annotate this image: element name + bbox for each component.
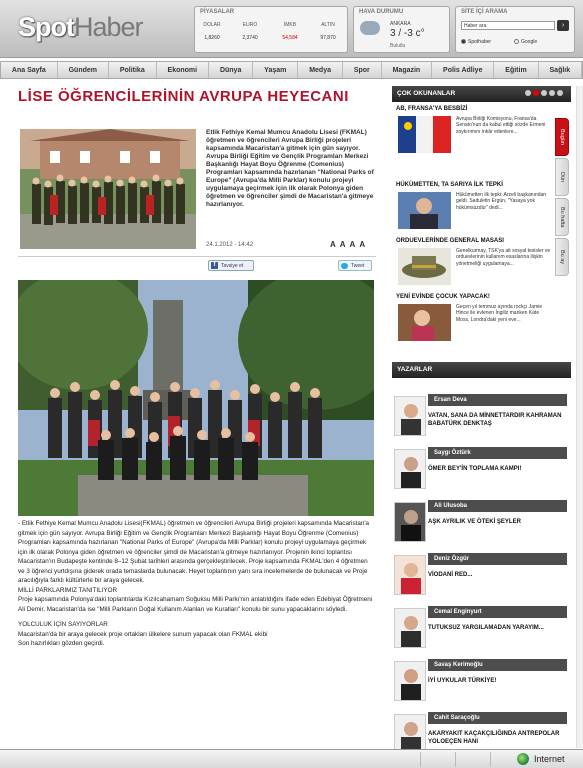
radio-off-icon: [514, 39, 519, 44]
nav-item-3[interactable]: Ekonomi: [157, 62, 209, 78]
weather-city: ANKARA: [390, 21, 411, 27]
most-read-headline[interactable]: ORDUEVLERİNDE GENERAL MASASI: [396, 238, 504, 244]
weather-temperature: 3 / -3 c°: [390, 28, 425, 39]
dot-icon[interactable]: [541, 90, 547, 96]
most-read-headline[interactable]: AB, FRANSA'YA BESBİZİ: [396, 106, 468, 112]
dot-icon[interactable]: [549, 90, 555, 96]
most-read-item[interactable]: [396, 106, 554, 135]
security-zone-label: Internet: [534, 754, 565, 764]
writer-article-title[interactable]: İYİ UYKULAR TÜRKİYE!: [428, 678, 497, 684]
nav-item-2[interactable]: Politika: [109, 62, 157, 78]
logo-bold-text: Spot: [18, 12, 74, 42]
most-read-header: [392, 86, 571, 102]
writer-article-title[interactable]: VATAN, SANA DA MİNNETTARDIR KAHRAMAN BABATÜRK DENKTAŞ: [428, 413, 562, 427]
most-read-item[interactable]: [396, 238, 554, 267]
writer-item[interactable]: [392, 659, 571, 709]
writer-avatar[interactable]: [394, 714, 426, 754]
weather-title: HAVA DURUMU: [359, 9, 404, 15]
writer-article-title[interactable]: TUTUKSUZ YARGILAMADAN YARAYIM...: [428, 625, 544, 631]
tweet-button[interactable]: Tweet: [338, 260, 372, 271]
group-photo-2: [18, 280, 374, 516]
share-bar: [18, 259, 376, 274]
status-divider: [420, 752, 421, 767]
article-title: LİSE ÖĞRENCİLERİNİN AVRUPA HEYECANI: [18, 88, 349, 105]
radio-label: Google: [521, 39, 538, 45]
minister-thumbnail[interactable]: [398, 192, 451, 229]
market-label: ALTIN: [321, 22, 335, 28]
model-thumbnail[interactable]: [398, 304, 451, 341]
writers-header: [392, 362, 571, 378]
writer-avatar[interactable]: [394, 449, 426, 489]
main-nav: [0, 61, 583, 79]
writer-item[interactable]: [392, 553, 571, 603]
writer-article-title[interactable]: AKARYAKIT KAÇAKÇILIĞINDA ANTREPOLAR YOLOEÇEN HANI: [428, 731, 560, 745]
group-photo-1: [20, 129, 196, 249]
most-read-item[interactable]: [396, 182, 554, 211]
cloud-icon: [360, 21, 380, 35]
market-value: 2,3740: [242, 35, 258, 41]
nav-item-9[interactable]: Polis Adliye: [432, 62, 494, 78]
market-label: İMKB: [283, 22, 297, 28]
article-main-photo: [18, 280, 374, 516]
body-paragraph: Macaristan'da bir araya gelecek proje ortakları ülkelere sunum yapacak olan FKMAL ekibi: [18, 630, 268, 638]
tab-bugun[interactable]: Bugün: [555, 118, 569, 156]
most-read-title: ÇOK OKUNANLAR: [397, 90, 456, 97]
writer-name[interactable]: Deniz Özgür: [428, 553, 567, 565]
most-read-summary: Genelkurmay, TSK'ya ait sosyal tesisler ve orduevlerinin kullanım esaslarına ilişkin yönetmeliği uygulamaya...: [456, 248, 551, 267]
writers-title: YAZARLAR: [397, 366, 433, 373]
status-divider: [490, 752, 491, 767]
article-lead: [18, 125, 376, 257]
market-imkb[interactable]: [275, 22, 305, 41]
market-value: 1,8260: [204, 35, 220, 41]
market-dolar[interactable]: [197, 22, 227, 41]
writer-avatar[interactable]: [394, 396, 426, 436]
nav-item-1[interactable]: Gündem: [58, 62, 109, 78]
radio-google[interactable]: [514, 39, 537, 45]
writer-name[interactable]: Ersan Deva: [428, 394, 567, 406]
most-read-summary: Hükümetten ilk tepki: Arzeli başkanından geldi. Saduletin Ergün, "Yasaya yok hükümsüzdür" dedi...: [456, 192, 547, 211]
body-subheading: YOLCULUK İÇİN SAYIYORLAR: [18, 621, 108, 628]
radio-on-icon: [461, 39, 466, 44]
writer-item[interactable]: [392, 500, 571, 550]
browser-status-bar: [0, 749, 583, 768]
nav-item-4[interactable]: Dünya: [209, 62, 253, 78]
market-altin[interactable]: [313, 22, 343, 41]
radio-label: Spothaber: [468, 39, 492, 45]
writer-avatar[interactable]: [394, 502, 426, 542]
market-euro[interactable]: [235, 22, 265, 41]
writer-avatar[interactable]: [394, 608, 426, 648]
market-value: 54,584: [282, 35, 298, 41]
writer-item[interactable]: [392, 606, 571, 656]
weather-condition: Bulutlu: [390, 43, 406, 49]
dot-icon[interactable]: [533, 90, 539, 96]
weather-panel[interactable]: [353, 6, 450, 53]
site-logo[interactable]: [18, 12, 143, 43]
body-subheading: MİLLİ PARKLARIMIZ TANITILIYOR: [18, 586, 118, 594]
market-label: DOLAR: [203, 22, 221, 28]
writer-item[interactable]: [392, 447, 571, 497]
market-label: EURO: [242, 22, 258, 28]
writer-article-title[interactable]: ÖMER BEY'İN TOPLAMA KAMPI!: [428, 466, 522, 472]
writer-item[interactable]: [392, 394, 571, 444]
writer-name[interactable]: Saygı Öztürk: [428, 447, 567, 459]
search-button[interactable]: ›: [557, 20, 569, 31]
writer-avatar[interactable]: [394, 555, 426, 595]
nav-item-10[interactable]: Eğitim: [494, 62, 538, 78]
writer-name[interactable]: Savaş Kerimoğlu: [428, 659, 567, 671]
nav-item-0[interactable]: Ana Sayfa: [1, 62, 58, 78]
tab-dun[interactable]: Dün: [555, 158, 569, 196]
writer-article-title[interactable]: AŞK AYRILIK VE ÖTEKİ ŞEYLER: [428, 519, 521, 525]
facebook-recommend-button[interactable]: f Tavsiye et: [208, 260, 254, 271]
tab-bu-hafta[interactable]: Bu hafta: [555, 198, 569, 236]
radio-spothaber[interactable]: [461, 39, 491, 45]
site-search-panel: [455, 6, 575, 53]
dot-icon[interactable]: [557, 90, 563, 96]
most-read-headline[interactable]: YENİ EVİNDE ÇOCUK YAPACAK!: [396, 294, 490, 300]
tab-bu-ay[interactable]: Bu ay: [555, 238, 569, 276]
writer-article-title[interactable]: VİODANİ RED...: [428, 572, 473, 578]
markets-panel: [194, 6, 348, 53]
article-date: 24.1.2012 - 14:42: [206, 242, 254, 248]
search-title: SİTE İÇİ ARAMA: [461, 9, 508, 15]
writer-avatar[interactable]: [394, 661, 426, 701]
most-read-area: [392, 102, 571, 352]
nav-item-8[interactable]: Magazin: [382, 62, 432, 78]
sidebar: [392, 86, 571, 745]
nav-item-6[interactable]: Medya: [298, 62, 343, 78]
search-input[interactable]: Haber ara: [461, 21, 555, 30]
font-size-controls[interactable]: AAAA: [330, 240, 370, 249]
vertical-scrollbar[interactable]: [576, 86, 583, 748]
writer-name[interactable]: Cemal Enginyurt: [428, 606, 567, 618]
flags-thumbnail[interactable]: [398, 116, 451, 153]
most-read-summary: Avrupa Birliği Komisyonu, Fransa'da Senato'nun da kabul ettiği sözde Ermeni soykırımını inkâr edenlere...: [456, 116, 546, 135]
most-read-item[interactable]: [396, 294, 554, 323]
body-paragraph: - Etlik Fethiye Kemal Mumcu Anadolu Lisesi(FKMAL) öğretmen ve öğrencileri Avrupa Birliği projeleri kapsamında Macaristan'a gitmek için gün sayıyor. Avrupa Birliği Eğitim ve Gençlik Programları Merkezi Başkanlığı Hayat Boyu Öğrenme (Comenius) Programları kapsamında hazırlanan "National Parks of Europe" (Avrupa'da Milli Parklar) konulu projeyi uygulamaya geçirmek için ilk olarak Polonya giden öğretmen ve öğrenciler şimdi de Macaristan'a gitmeye hazırlanıyor. Projenin ikinci toplantısı Macaristan'ın Budapeşte kentinde 8–12 Şubat tarihleri arasında gerçekleştirilecek. Proje kapsamında FKMAL'den 4 öğretmen ve 3 öğrenci yurtdışına giderek orada temaslarda bulunacak. Heyet toplantının yanı sıra incelemelerde de bulunacak ve Proje aracılığıyla farklı kültürlerle bir araya gelecek.: [18, 520, 370, 584]
nav-item-7[interactable]: Spor: [343, 62, 382, 78]
writer-name[interactable]: Cahit Saraçoğlu: [428, 712, 567, 724]
lead-text: Etlik Fethiye Kemal Mumcu Anadolu Lisesi (FKMAL) öğretmen ve öğrencileri Avrupa Birliği projeleri kapsamında Macaristan'a gitmek için gün sayıyor. Avrupa Birliği Eğitim ve Gençlik Programları Merkezi Başkanlığı Hayat Boyu Öğrenme (Comenius) Programları kapsamında hazırlanan "National Parks of Europe" (Avrupa'da Milli Parklar) konulu projeyi uygulamaya geçirmek için ilk olarak Polonya giden öğretmen ve öğrenciler şimdi de Macaristan'a gitmeye hazırlanıyor.: [206, 129, 374, 208]
nav-item-11[interactable]: Sağlık: [539, 62, 582, 78]
most-read-summary: Geçen yıl temmuz ayında rockçı Jamie Hince ile evlenen İngiliz manken Kate Moss, Londra'daki yeni eve...: [456, 304, 543, 323]
writer-name[interactable]: Ali Ulusoba: [428, 500, 567, 512]
site-header: [0, 0, 583, 58]
dot-icon[interactable]: [525, 90, 531, 96]
market-value: 97,870: [320, 35, 336, 41]
body-paragraph: Son hazırlıkları gözden geçirdi.: [18, 640, 105, 647]
status-divider: [455, 752, 456, 767]
article-body: [18, 519, 376, 649]
nav-item-5[interactable]: Yaşam: [253, 62, 298, 78]
lead-photo: [20, 129, 196, 249]
most-read-headline[interactable]: HÜKÜMETTEN, TA SARIYA İLK TEPKİ: [396, 182, 503, 188]
body-paragraph: Proje kapsamında Polonya'daki toplantılarda Kızılcahamam Soğuksu Milli Parkı'nın anlatıldığını ifade eden Edebiyat Öğretmeni Ali Demir, Macaristan'da ise "Milli Parkların Doğal Kullanım Alanları ve Kuralları" konulu bir sunu yapacaklarını söyledi.: [18, 596, 373, 613]
general-cap-thumbnail[interactable]: [398, 248, 451, 285]
period-tabs: [555, 118, 571, 278]
markets-title: PİYASALAR: [200, 9, 235, 15]
internet-zone-icon: [517, 753, 529, 765]
logo-light-text: Haber: [74, 12, 143, 42]
